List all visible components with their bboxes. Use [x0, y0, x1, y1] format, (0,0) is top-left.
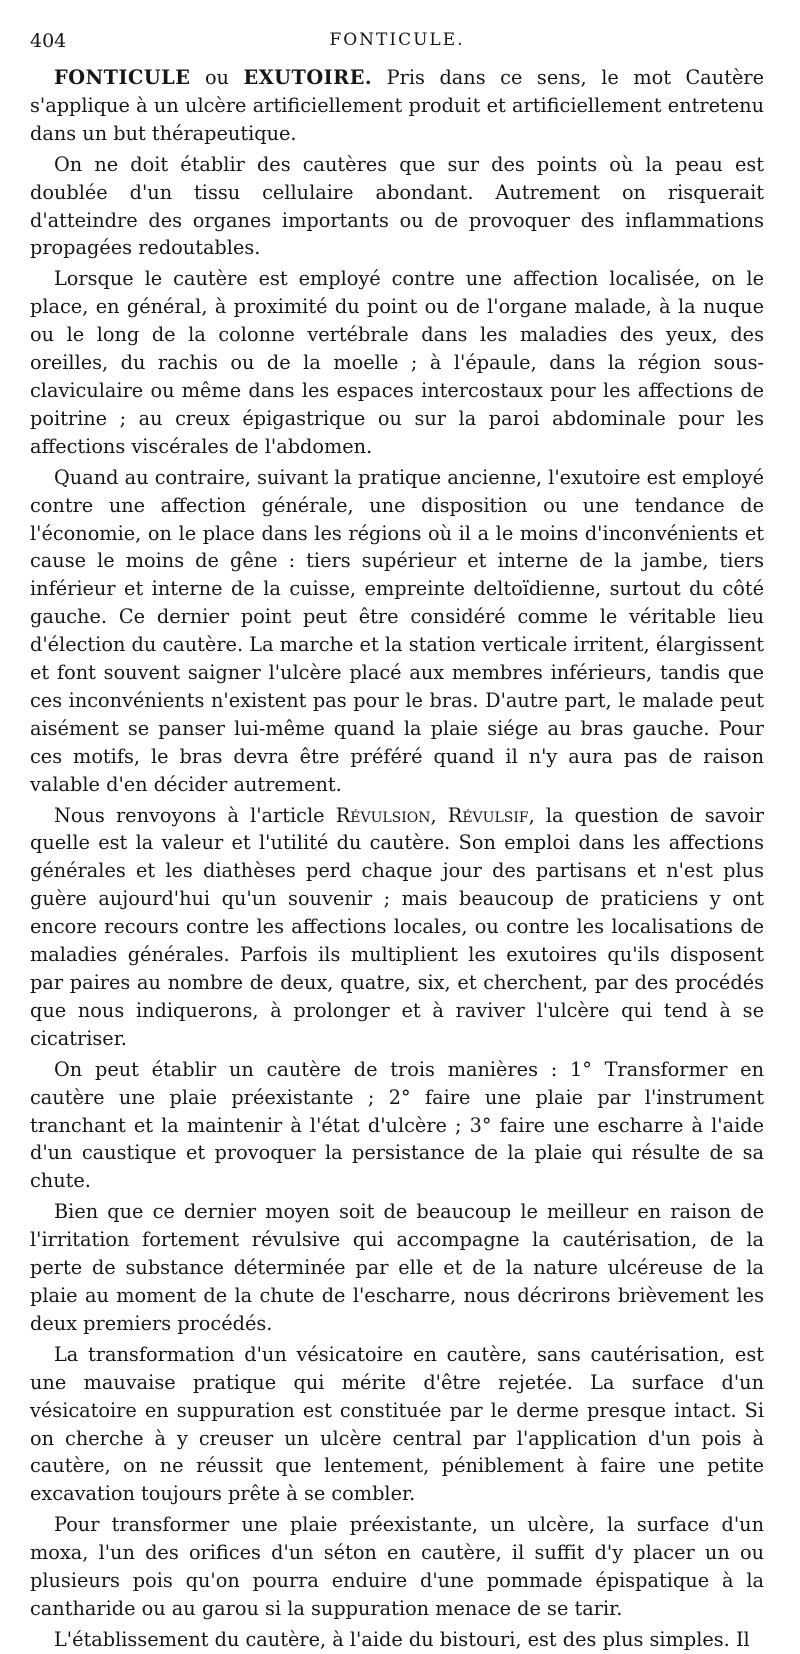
headword: FONTICULE: [54, 66, 191, 89]
page-number: 404: [30, 30, 67, 52]
article-body: [30, 64, 764, 1654]
running-title: FONTICULE.: [329, 30, 465, 50]
paragraph-transform-wound: Pour transformer une plaie préexistante, un ulcère, la surface d'un moxa, l'un des orifices d'un séton en cautère, il suffit d'y placer un ou plusieurs pois qu'on pourra enduire d'une pommade épispatique à la cantharide ou au garou si la suppuration menace de se tarir.: [30, 1513, 764, 1620]
paragraph-placement: On ne doit établir des cautères que sur des points où la peau est doublée d'un tissu cellulaire abondant. Autrement on risquerait d'atteindre des organes importants ou de provoquer des inflammations propagées redoutables.: [30, 152, 764, 260]
paragraph-three-methods: On peut établir un cautère de trois manières : 1° Transformer en cautère une plaie préexistante ; 2° faire une plaie par l'instrument tranchant et la maintenir à l'état d'ulcère ; 3° faire une escharre à l'aide d'un caustique et provoquer la persistance de la plaie qui résulte de sa chute.: [30, 1057, 764, 1193]
cross-reference-rest: , la question de savoir quelle est la valeur et l'utilité du cautère. Son emploi dans les affections générales et les diathèses perd chaque jour des partisans et n'est plus guère aujourd'hui qu'un souvenir ; mais beaucoup de praticiens y ont encore recours contre les affections locales, ou contre les localisations de maladies générales. Parfois ils multiplient les exutoires qu'ils disposent par paires au nombre de deux, quatre, six, et cherchent, par des procédés que nous indiquerons, à prolonger et à raviver l'ulcère qui tend à se cicatriser.: [30, 803, 764, 1050]
page-header: [30, 26, 764, 60]
cross-reference-intro: Nous renvoyons à l'article: [54, 803, 336, 827]
paragraph-cross-reference: [30, 802, 764, 1053]
definition-text: Pris dans ce sens, le mot Cautère s'applique à un ulcère artificiellement produit et artificiellement entretenu dans un but thérapeutique.: [30, 66, 764, 145]
paragraph-bistouri: L'établissement du cautère, à l'aide du bistouri, est des plus simples. Il: [54, 1627, 750, 1651]
paragraph-best-method: Bien que ce dernier moyen soit de beaucoup le meilleur en raison de l'irritation fortement révulsive qui accompagne la cautérisation, de la perte de substance déterminée par elle et de la nature ulcéreuse de la plaie au moment de la chute de l'escharre, nous décrirons brièvement les deux premiers procédés.: [30, 1200, 764, 1335]
paragraph-definition: [30, 64, 764, 148]
headword-connector: ou: [190, 66, 244, 89]
headword-alt: EXUTOIRE.: [243, 66, 373, 89]
paragraph-general-affection: Quand au contraire, suivant la pratique ancienne, l'exutoire est employé contre une affection générale, une disposition ou une tendance de l'économie, on le place dans les régions où il a le moins d'inconvénients et cause le moins de gêne : tiers supérieur et interne de la jambe, tiers inférieur et interne de la cuisse, empreinte deltoïdienne, surtout du côté gauche. Ce dernier point peut être considéré comme le véritable lieu d'élection du cautère. La marche et la station verticale irritent, élargissent et font souvent saigner l'ulcère placé aux membres inférieurs, tandis que ces inconvénients n'existent pas pour le bras. D'autre part, le malade peut aisément se panser lui-même quand la plaie siége au bras gauche. Pour ces motifs, le bras devra être préféré quand il n'y aura pas de raison valable d'en décider autrement.: [30, 465, 764, 796]
cross-reference-revulsif: Révulsif: [447, 803, 529, 827]
cross-reference-separator: ,: [430, 803, 448, 827]
paragraph-vesicatoire: La transformation d'un vésicatoire en cautère, sans cautérisation, est une mauvaise pratique qui mérite d'être rejetée. La surface d'un vésicatoire en suppuration est constituée par le derme presque intact. Si on cherche à y creuser un ulcère central par l'application d'un pois à cautère, on ne réussit que lentement, péniblement à faire une petite excavation toujours prête à se combler.: [30, 1342, 764, 1506]
cross-reference-revulsion: Révulsion: [335, 803, 431, 827]
paragraph-local-affection: Lorsque le cautère est employé contre une affection localisée, on le place, en général, à proximité du point ou de l'organe malade, à la nuque ou le long de la colonne vertébrale dans les maladies des yeux, des oreilles, du rachis ou de la moelle ; à l'épaule, dans la région sous-claviculaire ou même dans les espaces intercostaux pour les affections de poitrine ; au creux épigastrique ou sur la paroi abdominale pour les affections viscérales de l'abdomen.: [30, 267, 764, 458]
